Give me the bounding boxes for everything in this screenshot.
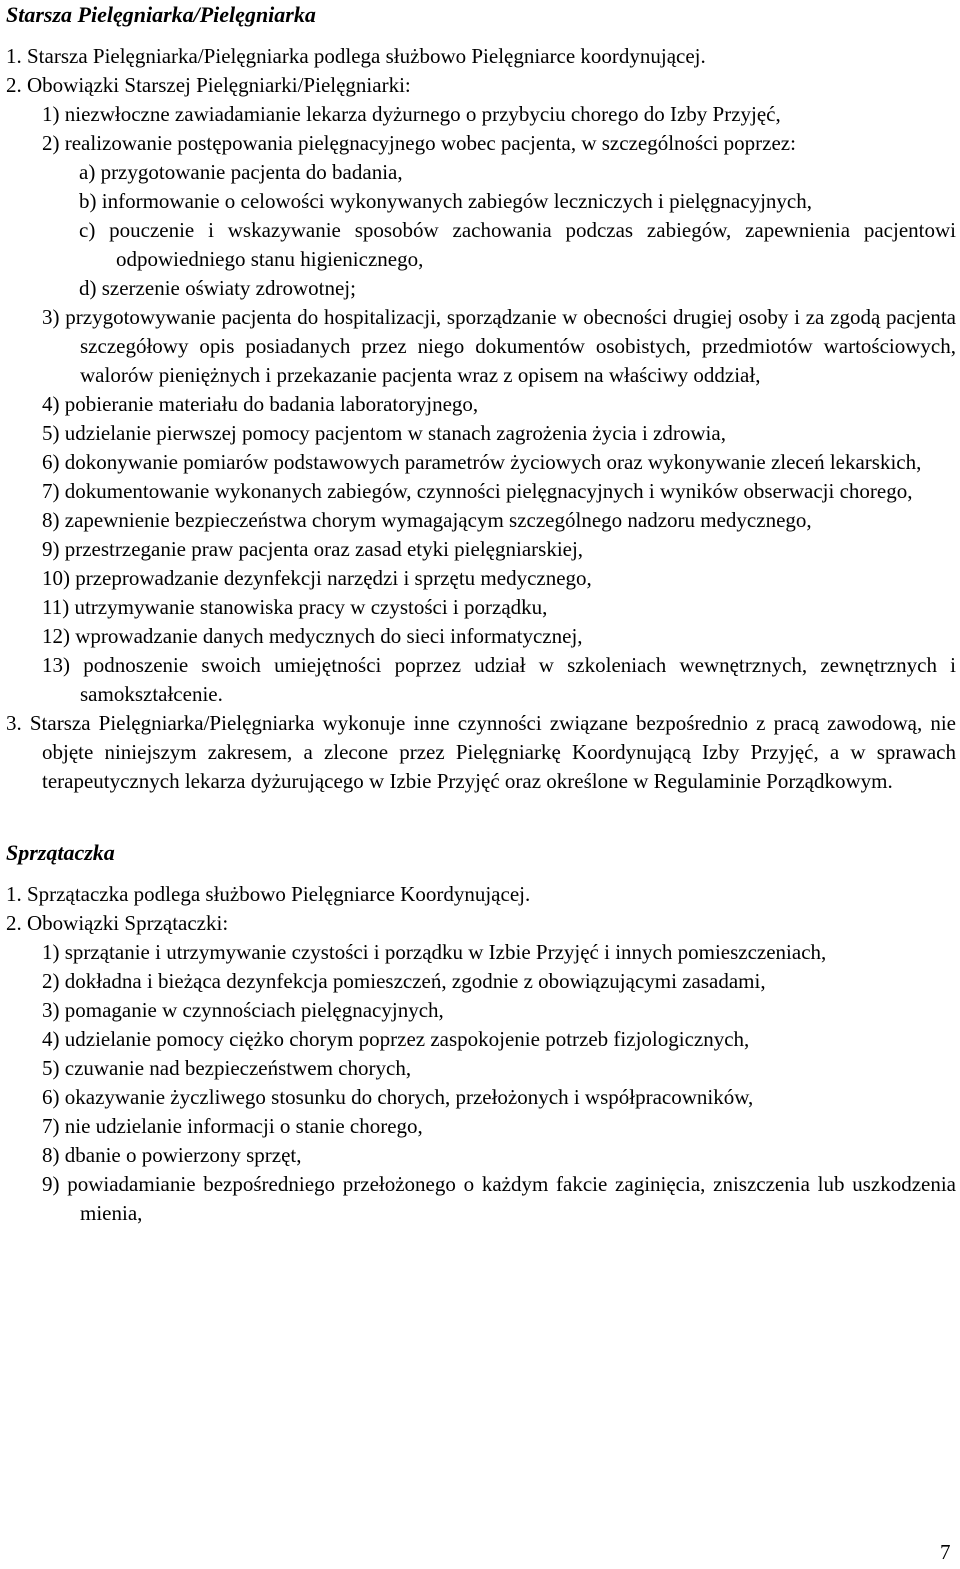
page-number: 7 bbox=[940, 1540, 951, 1564]
nurse-duty-2a: a) przygotowanie pacjenta do badania, bbox=[79, 160, 403, 184]
nurse-duty-3: 3) przygotowywanie pacjenta do hospitalizacji, sporządzanie w obecności drugiej osoby i za zgodą pacjenta szczegółowy opis posiadanych przez niego dokumentów osobistych, przedmiotów wartościowych, walorów pieniężnych i przekazanie pacjenta wraz z opisem na właściwy oddział, bbox=[42, 305, 956, 387]
cleaner-duty-8: 8) dbanie o powierzony sprzęt, bbox=[42, 1143, 302, 1167]
nurse-duty-9: 9) przestrzeganie praw pacjenta oraz zasad etyki pielęgniarskiej, bbox=[42, 537, 584, 561]
cleaner-duty-3: 3) pomaganie w czynnościach pielęgnacyjnych, bbox=[42, 998, 444, 1022]
nurse-duty-7: 7) dokumentowanie wykonanych zabiegów, czynności pielęgnacyjnych i wyników obserwacji chorego, bbox=[42, 479, 913, 503]
nurse-duty-12: 12) wprowadzanie danych medycznych do sieci informatycznej, bbox=[42, 624, 583, 648]
section-title-cleaner: Sprzątaczka bbox=[6, 840, 115, 865]
nurse-item-2: 2. Obowiązki Starszej Pielęgniarki/Pielęgniarki: bbox=[6, 73, 411, 97]
cleaner-item-2: 2. Obowiązki Sprzątaczki: bbox=[6, 911, 229, 935]
cleaner-duty-5: 5) czuwanie nad bezpieczeństwem chorych, bbox=[42, 1056, 412, 1080]
cleaner-duty-2: 2) dokładna i bieżąca dezynfekcja pomieszczeń, zgodnie z obowiązującymi zasadami, bbox=[42, 969, 766, 993]
cleaner-duty-6: 6) okazywanie życzliwego stosunku do chorych, przełożonych i współpracowników, bbox=[42, 1085, 754, 1109]
cleaner-duty-7: 7) nie udzielanie informacji o stanie chorego, bbox=[42, 1114, 423, 1138]
nurse-duty-2c: c) pouczenie i wskazywanie sposobów zachowania podczas zabiegów, zapewnienia pacjentowi odpowiedniego stanu higienicznego, bbox=[79, 218, 956, 271]
nurse-duty-10: 10) przeprowadzanie dezynfekcji narzędzi i sprzętu medycznego, bbox=[42, 566, 592, 590]
nurse-duty-13: 13) podnoszenie swoich umiejętności poprzez udział w szkoleniach wewnętrznych, zewnętrznych i samokształcenie. bbox=[42, 653, 956, 706]
cleaner-item-1: 1. Sprzątaczka podlega służbowo Pielęgniarce Koordynującej. bbox=[6, 882, 531, 906]
nurse-duty-5: 5) udzielanie pierwszej pomocy pacjentom w stanach zagrożenia życia i zdrowia, bbox=[42, 421, 726, 445]
nurse-item-1: 1. Starsza Pielęgniarka/Pielęgniarka podlega służbowo Pielęgniarce koordynującej. bbox=[6, 44, 706, 68]
cleaner-duty-9: 9) powiadamianie bezpośredniego przełożonego o każdym fakcie zaginięcia, zniszczenia lub uszkodzenia mienia, bbox=[42, 1172, 956, 1225]
nurse-duty-2d: d) szerzenie oświaty zdrowotnej; bbox=[79, 276, 356, 300]
section-title-nurse: Starsza Pielęgniarka/Pielęgniarka bbox=[6, 2, 316, 27]
nurse-duty-6: 6) dokonywanie pomiarów podstawowych parametrów życiowych oraz wykonywanie zleceń lekarskich, bbox=[42, 450, 922, 474]
nurse-duty-2b: b) informowanie o celowości wykonywanych zabiegów leczniczych i pielęgnacyjnych, bbox=[79, 189, 812, 213]
nurse-duty-4: 4) pobieranie materiału do badania laboratoryjnego, bbox=[42, 392, 479, 416]
nurse-duty-11: 11) utrzymywanie stanowiska pracy w czystości i porządku, bbox=[42, 595, 548, 619]
cleaner-duty-1: 1) sprzątanie i utrzymywanie czystości i porządku w Izbie Przyjęć i innych pomieszczeniach, bbox=[42, 940, 827, 964]
nurse-item-3: 3. Starsza Pielęgniarka/Pielęgniarka wykonuje inne czynności związane bezpośrednio z pracą zawodową, nie objęte niniejszym zakresem, a zlecone przez Pielęgniarkę Koordynującą Izby Przyjęć, a w sprawach terapeutycznych lekarza dyżurującego w Izbie Przyjęć oraz określone w Regulaminie Porządkowym. bbox=[6, 711, 956, 793]
cleaner-duty-4: 4) udzielanie pomocy ciężko chorym poprzez zaspokojenie potrzeb fizjologicznych, bbox=[42, 1027, 750, 1051]
nurse-duty-8: 8) zapewnienie bezpieczeństwa chorym wymagającym szczególnego nadzoru medycznego, bbox=[42, 508, 812, 532]
nurse-duty-2: 2) realizowanie postępowania pielęgnacyjnego wobec pacjenta, w szczególności poprzez: bbox=[42, 131, 796, 155]
nurse-duty-1: 1) niezwłoczne zawiadamianie lekarza dyżurnego o przybyciu chorego do Izby Przyjęć, bbox=[42, 102, 781, 126]
document-page bbox=[6, 0, 956, 1228]
